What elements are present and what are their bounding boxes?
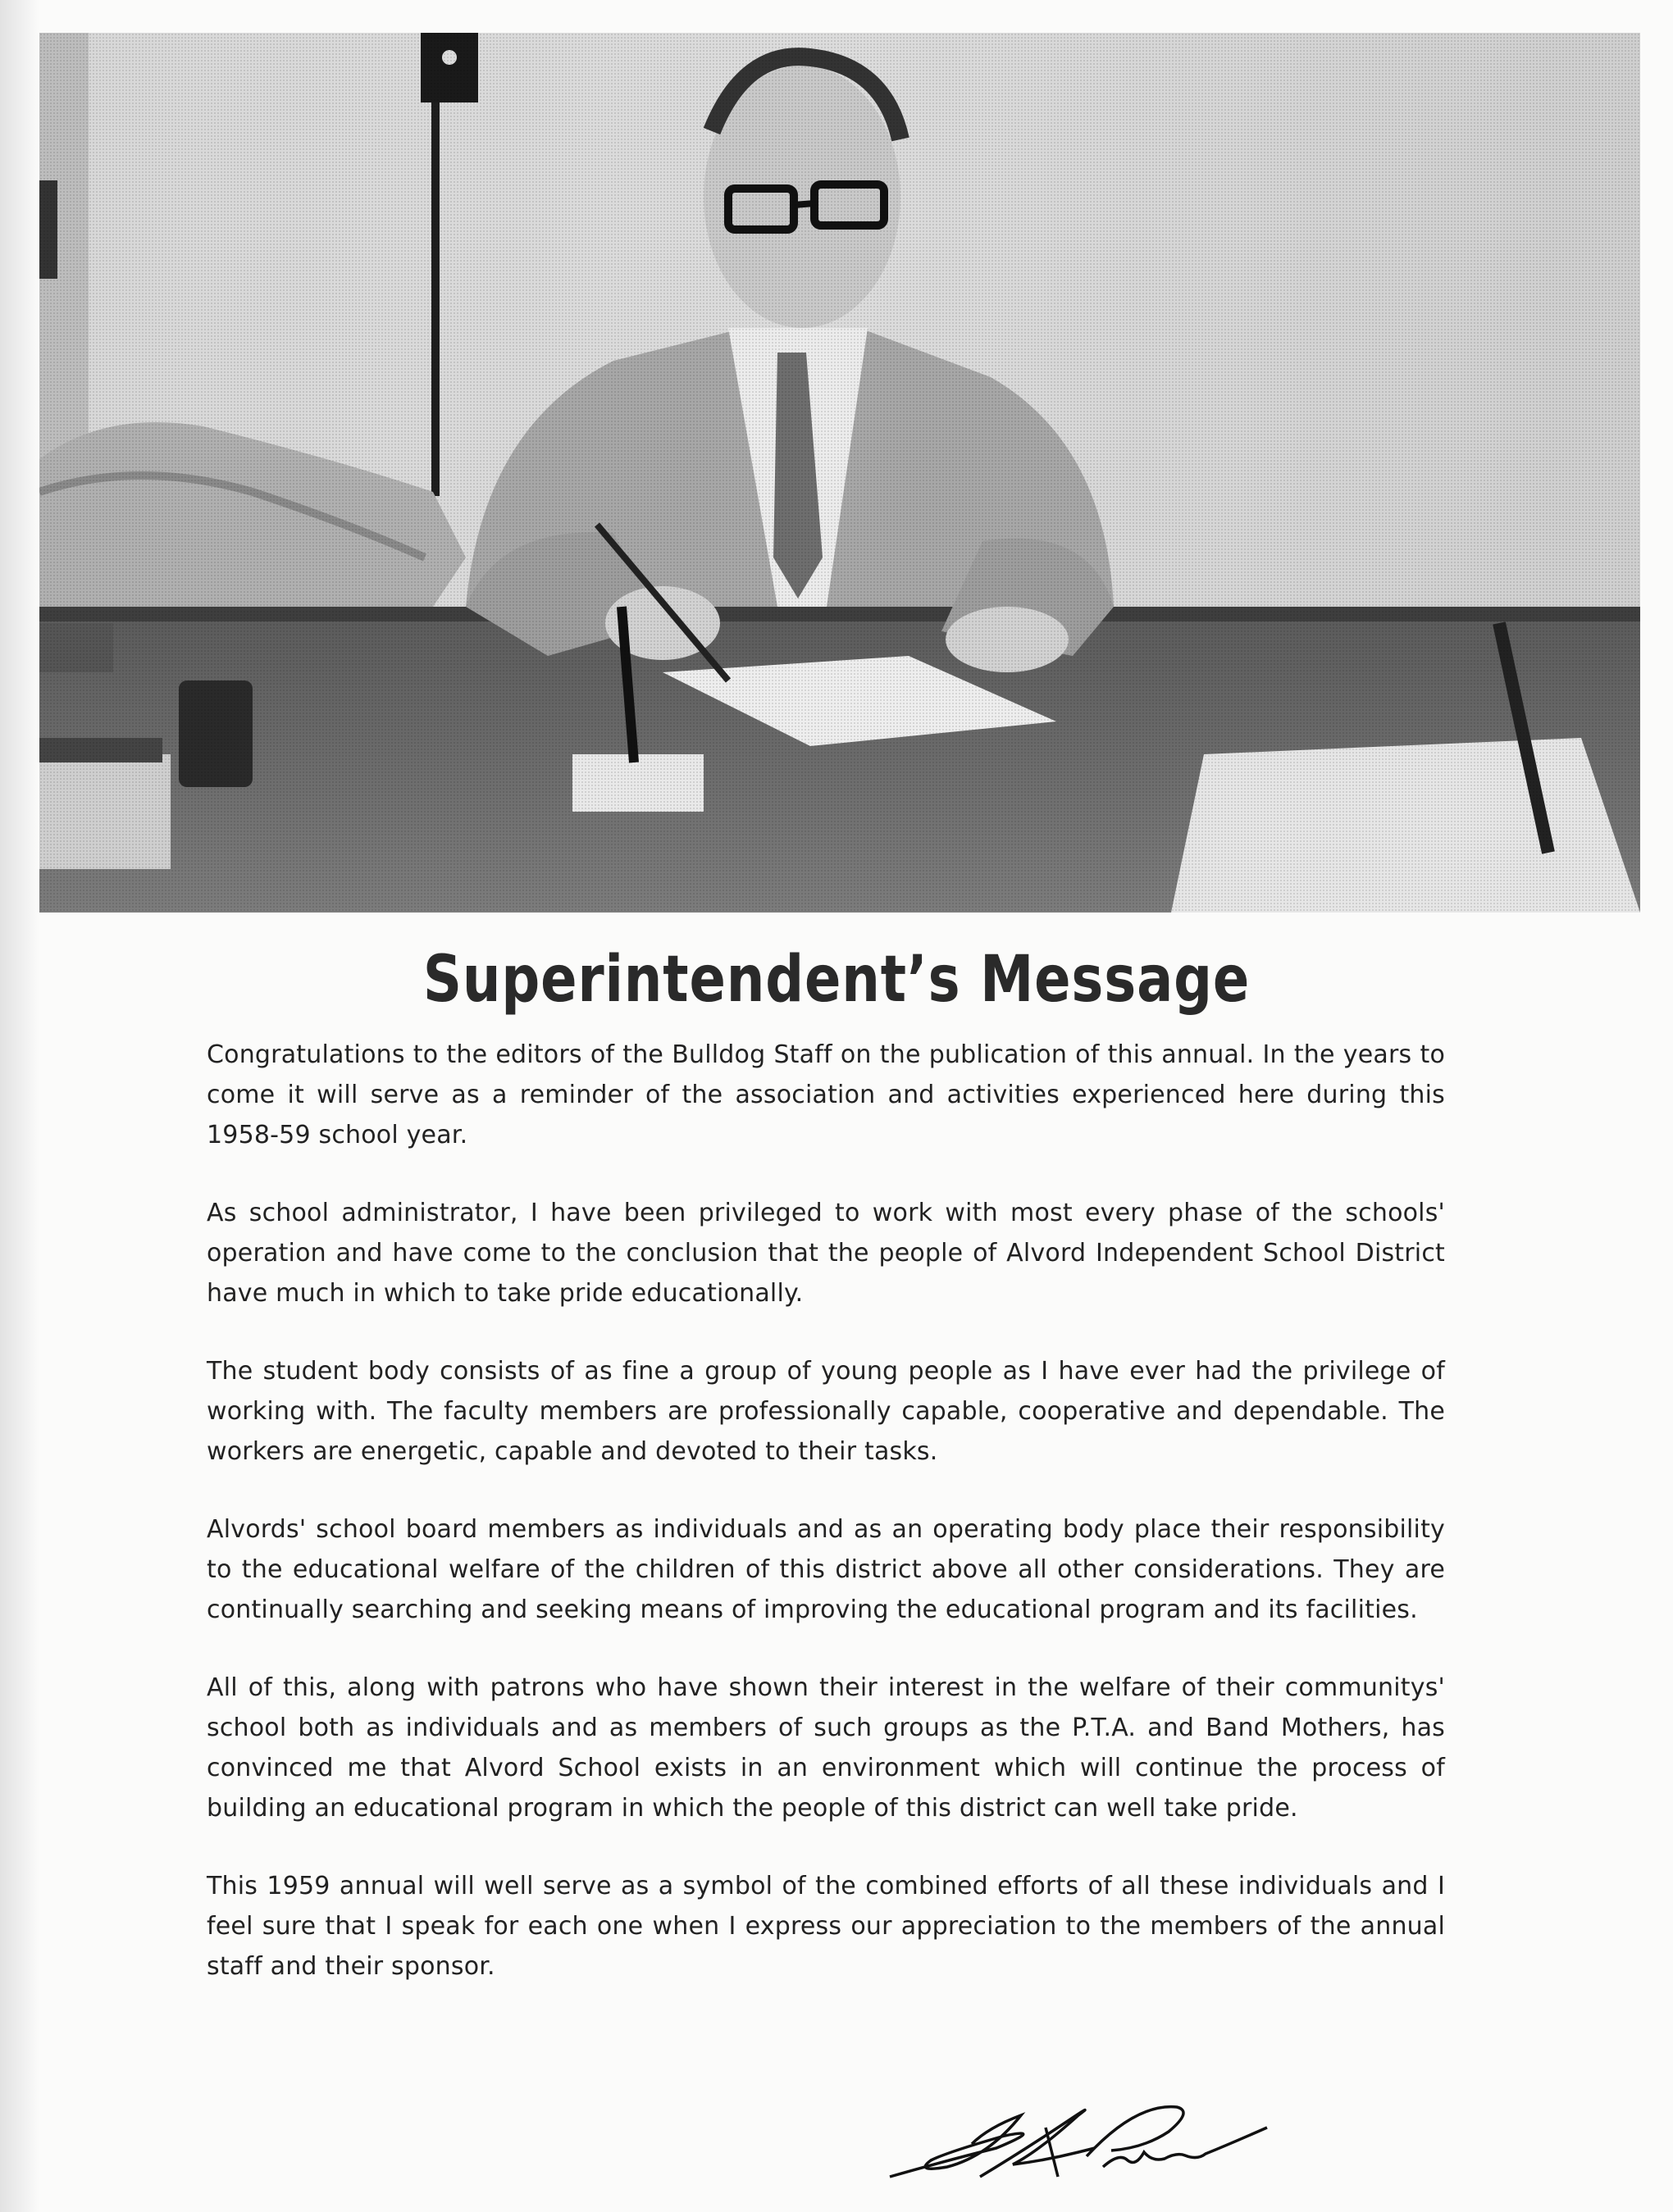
superintendent-photo (39, 33, 1640, 913)
message-body (207, 1035, 1445, 2024)
signature (882, 2070, 1308, 2193)
page-title: Superintendent’s Message (422, 943, 1251, 1017)
page-gutter-shadow (0, 0, 39, 2212)
message-paragraph-6: This 1959 annual will well serve as a symbol of the combined efforts of all these individuals and I feel sure that I speak for each one when I express our appreciation to the members of the annual staff and their sponsor. (207, 1872, 1445, 1981)
message-paragraph-2: As school administrator, I have been privileged to work with most every phase of the schools' operation and have come to the conclusion that the people of Alvord Independent School District have much in which to take pride educationally. (207, 1199, 1445, 1308)
message-paragraph-5: All of this, along with patrons who have shown their interest in the welfare of their communitys' school both as individuals and as members of such groups as the P.T.A. and Band Mothers, has convinced me that Alvord School exists in an environment which will continue the process of building an educational program in which the people of this district can well take pride. (207, 1673, 1445, 1823)
message-paragraph-3: The student body consists of as fine a group of young people as I have ever had the privilege of working with. The faculty members are professionally capable, cooperative and dependable. The workers are energetic, capable and devoted to their tasks. (207, 1357, 1445, 1466)
photo-illustration (39, 33, 1640, 913)
signature-graphic (882, 2070, 1308, 2193)
message-paragraph-4: Alvords' school board members as individuals and as an operating body place their responsibility to the educational welfare of the children of this district above all other considerations. They are continually searching and seeking means of improving the educational program and its facilities. (207, 1515, 1445, 1624)
message-paragraph-1: Congratulations to the editors of the Bulldog Staff on the publication of this annual. In the years to come it will serve as a reminder of the association and activities experienced here during this 1958-59 school year. (207, 1040, 1445, 1149)
